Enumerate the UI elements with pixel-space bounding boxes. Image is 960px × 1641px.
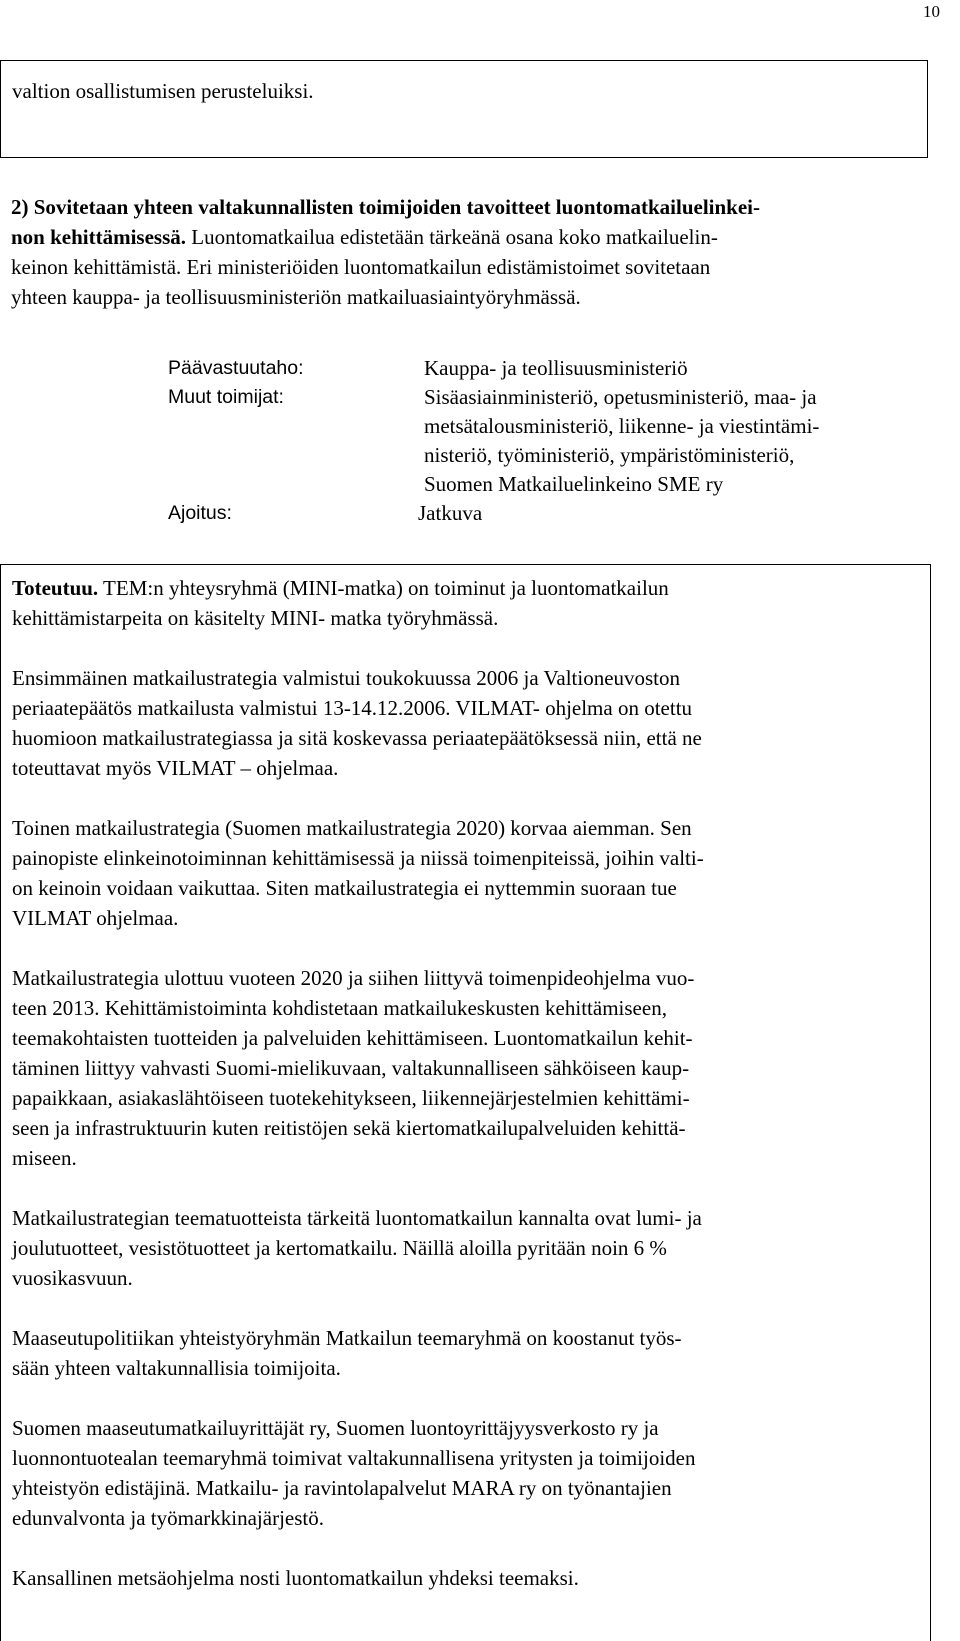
status-line	[12, 903, 927, 933]
status-text: täminen liittyy vahvasti Suomi-mielikuvaan, valtakunnalliseen sähköiseen kaup-	[12, 1056, 690, 1080]
status-text: miseen.	[12, 1146, 77, 1170]
main-responsible-label: Päävastuutaho:	[168, 357, 304, 379]
status-line	[12, 723, 927, 753]
status-paragraph	[12, 1413, 927, 1533]
status-line	[12, 1353, 927, 1383]
status-line	[12, 873, 927, 903]
status-paragraph	[12, 1323, 927, 1383]
other-actors-line: Sisäasiainministeriö, opetusministeriö, maa- ja	[424, 385, 817, 409]
responsibility-table	[168, 354, 819, 528]
status-line	[12, 1263, 927, 1293]
status-text: TEM:n yhteysryhmä (MINI-matka) on toiminut ja luontomatkailun	[98, 576, 669, 600]
status-line	[12, 1023, 927, 1053]
timing-value: Jatkuva	[418, 501, 483, 525]
section-2-bold-text: non kehittämisessä.	[11, 225, 187, 249]
section-2-line	[11, 192, 931, 222]
status-line	[12, 1113, 927, 1143]
status-line	[12, 753, 927, 783]
top-box-text: valtion osallistumisen perusteluiksi.	[12, 79, 314, 103]
status-text: edunvalvonta ja työmarkkinajärjestö.	[12, 1506, 324, 1530]
status-text: painopiste elinkeinotoiminnan kehittämisessä ja niissä toimenpiteissä, joihin valti-	[12, 846, 704, 870]
section-2-line	[11, 222, 931, 252]
status-text: toteuttavat myös VILMAT – ohjelmaa.	[12, 756, 339, 780]
timing-label: Ajoitus:	[168, 502, 232, 524]
status-text: luonnontuotealan teemaryhmä toimivat valtakunnallisena yritysten ja toimijoiden	[12, 1446, 696, 1470]
status-paragraph	[12, 573, 927, 633]
status-line	[12, 663, 927, 693]
main-responsible-value: Kauppa- ja teollisuusministeriö	[424, 356, 688, 380]
section-2-line	[11, 282, 931, 312]
other-actors-line: metsätalousministeriö, liikenne- ja viestintämi-	[424, 414, 820, 438]
status-text: Kansallinen metsäohjelma nosti luontomatkailun yhdeksi teemaksi.	[12, 1566, 579, 1590]
status-paragraph	[12, 663, 927, 783]
section-2-line	[11, 252, 931, 282]
status-line	[12, 1443, 927, 1473]
status-line	[12, 1203, 927, 1233]
other-actors-line: Suomen Matkailuelinkeino SME ry	[424, 472, 724, 496]
status-text: yhteistyön edistäjinä. Matkailu- ja ravintolapalvelut MARA ry on työnantajien	[12, 1476, 672, 1500]
status-text: sään yhteen valtakunnallisia toimijoita.	[12, 1356, 341, 1380]
status-text: on keinoin voidaan vaikuttaa. Siten matkailustrategia ei nyttemmin suoraan tue	[12, 876, 677, 900]
status-text: teemakohtaisten tuotteiden ja palveluiden kehittämiseen. Luontomatkailun kehit-	[12, 1026, 693, 1050]
status-paragraph	[12, 1563, 927, 1593]
status-text: Suomen maaseutumatkailuyrittäjät ry, Suomen luontoyrittäjyysverkosto ry ja	[12, 1416, 659, 1440]
section-2-text: yhteen kauppa- ja teollisuusministeriön matkailuasiaintyöryhmässä.	[11, 285, 581, 309]
status-line	[12, 1143, 927, 1173]
status-text: periaatepäätös matkailusta valmistui 13-14.12.2006. VILMAT- ohjelma on otettu	[12, 696, 693, 720]
status-line	[12, 573, 927, 603]
status-line	[12, 1503, 927, 1533]
status-text: teen 2013. Kehittämistoiminta kohdistetaan matkailukeskusten kehittämiseen,	[12, 996, 667, 1020]
section-2-bold-text: 2) Sovitetaan yhteen valtakunnallisten toimijoiden tavoitteet luontomatkailuelinkei-	[11, 195, 761, 219]
status-line	[12, 993, 927, 1023]
status-text: Matkailustrategia ulottuu vuoteen 2020 ja siihen liittyvä toimenpideohjelma vuo-	[12, 966, 695, 990]
status-line	[12, 963, 927, 993]
top-text-box	[0, 60, 928, 158]
status-line	[12, 1323, 927, 1353]
section-2-text: keinon kehittämistä. Eri ministeriöiden luontomatkailun edistämistoimet sovitetaan	[11, 255, 711, 279]
status-text: papaikkaan, asiakaslähtöiseen tuotekehitykseen, liikennejärjestelmien kehittämi-	[12, 1086, 690, 1110]
other-actors-row	[168, 383, 819, 499]
page-number: 10	[923, 2, 940, 21]
status-line	[12, 843, 927, 873]
status-line	[12, 1413, 927, 1443]
main-responsible-row	[168, 354, 819, 383]
status-line	[12, 693, 927, 723]
status-text: kehittämistarpeita on käsitelty MINI- matka työryhmässä.	[12, 606, 499, 630]
status-line	[12, 1083, 927, 1113]
status-text: huomioon matkailustrategiassa ja sitä koskevassa periaatepäätöksessä niin, että ne	[12, 726, 702, 750]
status-line	[12, 1563, 927, 1593]
status-text: Ensimmäinen matkailustrategia valmistui toukokuussa 2006 ja Valtioneuvoston	[12, 666, 681, 690]
status-line	[12, 1233, 927, 1263]
status-text: Maaseutupolitiikan yhteistyöryhmän Matkailun teemaryhmä on koostanut työs-	[12, 1326, 682, 1350]
other-actors-label: Muut toimijat:	[168, 386, 284, 408]
status-text: vuosikasvuun.	[12, 1266, 133, 1290]
status-line	[12, 1473, 927, 1503]
status-text: Matkailustrategian teematuotteista tärkeitä luontomatkailun kannalta ovat lumi- ja	[12, 1206, 702, 1230]
status-paragraph	[12, 813, 927, 933]
status-line	[12, 1053, 927, 1083]
status-paragraph	[12, 963, 927, 1173]
status-text: Toinen matkailustrategia (Suomen matkailustrategia 2020) korvaa aiemman. Sen	[12, 816, 692, 840]
status-text: seen ja infrastruktuurin kuten reitistöjen sekä kiertomatkailupalveluiden kehittä-	[12, 1116, 686, 1140]
status-box-content	[12, 573, 927, 1593]
status-line	[12, 813, 927, 843]
section-2-text: Luontomatkailua edistetään tärkeänä osana koko matkailuelin-	[186, 225, 718, 249]
section-2	[11, 192, 931, 312]
status-text: VILMAT ohjelmaa.	[12, 906, 179, 930]
other-actors-line: nisteriö, työministeriö, ympäristöministeriö,	[424, 443, 795, 467]
status-box	[0, 564, 931, 1641]
status-paragraph	[12, 1203, 927, 1293]
status-line	[12, 603, 927, 633]
status-text: joulutuotteet, vesistötuotteet ja kertomatkailu. Näillä aloilla pyritään noin 6 %	[12, 1236, 667, 1260]
timing-row	[168, 499, 819, 528]
status-word: Toteutuu.	[12, 576, 99, 600]
